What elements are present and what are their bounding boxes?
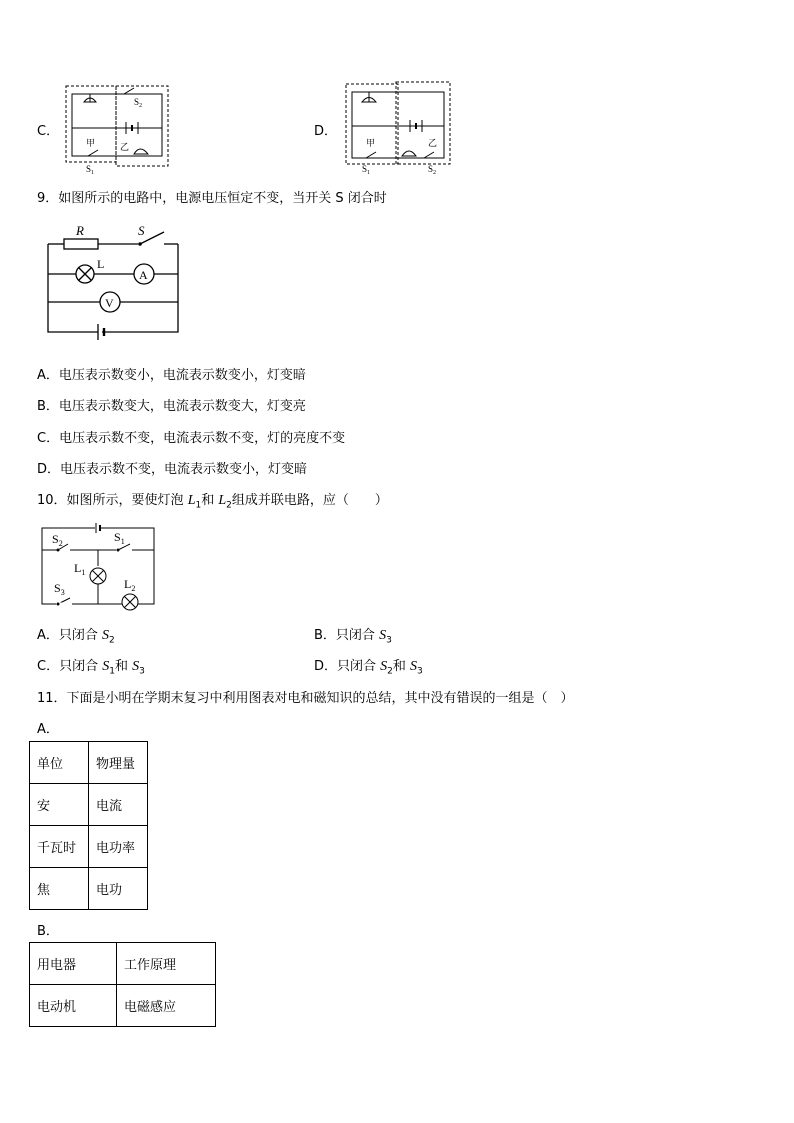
q10-stem: 10．如图所示，要使灯泡 $L_1$和 $L_2$组成并联电路，应（ ） (37, 493, 388, 511)
table-cell: 电磁感应 (117, 985, 216, 1027)
table-cell: 电功 (89, 868, 148, 910)
table-cell: 物理量 (89, 742, 148, 784)
q9-option-c: C．电压表示数不变，电流表示数不变，灯的亮度不变 (37, 431, 346, 446)
table-row (30, 784, 148, 826)
q9-switch-contact (138, 242, 142, 246)
q10-s2-label: $S_2$ (52, 532, 63, 548)
q9-option-d: D．电压表示数不变，电流表示数变小，灯变暗 (37, 462, 308, 477)
option-d-label: D． (314, 124, 338, 139)
circuit-diagram-c (62, 82, 172, 174)
d-s2-label: $S_2$ (428, 164, 437, 174)
q10-s2-contact (57, 549, 60, 552)
d-jia-label: 甲 (366, 138, 376, 148)
q10-option-c: C．只闭合 $S_1$和 $S_3$ (37, 659, 145, 677)
c-s1-label: $S_1$ (86, 164, 95, 174)
table-cell: 工作原理 (117, 943, 216, 985)
q10-s1-contact (117, 549, 120, 552)
q9-r-label: R (76, 223, 84, 238)
table-cell: 焦 (30, 868, 89, 910)
circuit-diagram-d (340, 80, 456, 174)
table-cell: 安 (30, 784, 89, 826)
q10-s3-label: $S_3$ (54, 581, 65, 597)
q10-option-a: A．只闭合 $S_2$ (37, 628, 115, 646)
table-cell: 电动机 (30, 985, 117, 1027)
q11-table-a (29, 741, 148, 910)
d-s1-label: $S_1$ (362, 164, 371, 174)
table-cell: 电流 (89, 784, 148, 826)
q9-s-label: S (138, 223, 145, 238)
c-s2-label: $S_2$ (134, 97, 143, 109)
circuit-diagram-q9 (40, 222, 190, 350)
table-row (30, 742, 148, 784)
table-row (30, 868, 148, 910)
q9-v-label: V (105, 296, 114, 310)
q10-s1-label: $S_1$ (114, 530, 125, 546)
table-row (30, 826, 148, 868)
table-row (30, 985, 216, 1027)
q11-stem: 11．下面是小明在学期末复习中利用图表对电和磁知识的总结，其中没有错误的一组是（ ） (37, 691, 574, 706)
q9-a-label: A (139, 268, 148, 282)
table-cell: 单位 (30, 742, 89, 784)
d-yi-label: 乙 (428, 138, 438, 148)
q10-l2-label: $L_2$ (124, 577, 136, 593)
c-jia-label: 甲 (86, 138, 96, 148)
circuit-diagram-q10 (38, 520, 160, 612)
q10-option-d: D．只闭合 $S_2$和 $S_3$ (314, 659, 423, 677)
q10-l1-label: $L_1$ (74, 561, 86, 577)
table-cell: 用电器 (30, 943, 117, 985)
c-yi-label: 乙 (120, 142, 130, 152)
table-row (30, 943, 216, 985)
table-cell: 电功率 (89, 826, 148, 868)
q11-option-b-label: B． (37, 924, 59, 939)
q10-option-b: B．只闭合 $S_3$ (314, 628, 392, 646)
q11-option-a-label: A． (37, 722, 59, 737)
q9-l-label: L (97, 257, 105, 271)
q9-option-b: B．电压表示数变大，电流表示数变大，灯变亮 (37, 399, 306, 414)
q10-s3-contact (57, 603, 60, 606)
q9-option-a: A．电压表示数变小，电流表示数变小，灯变暗 (37, 368, 306, 383)
q9-stem: 9．如图所示的电路中，电源电压恒定不变，当开关 S 闭合时 (37, 191, 387, 206)
option-c-label: C． (37, 124, 60, 139)
table-cell: 千瓦时 (30, 826, 89, 868)
q11-table-b (29, 942, 216, 1027)
